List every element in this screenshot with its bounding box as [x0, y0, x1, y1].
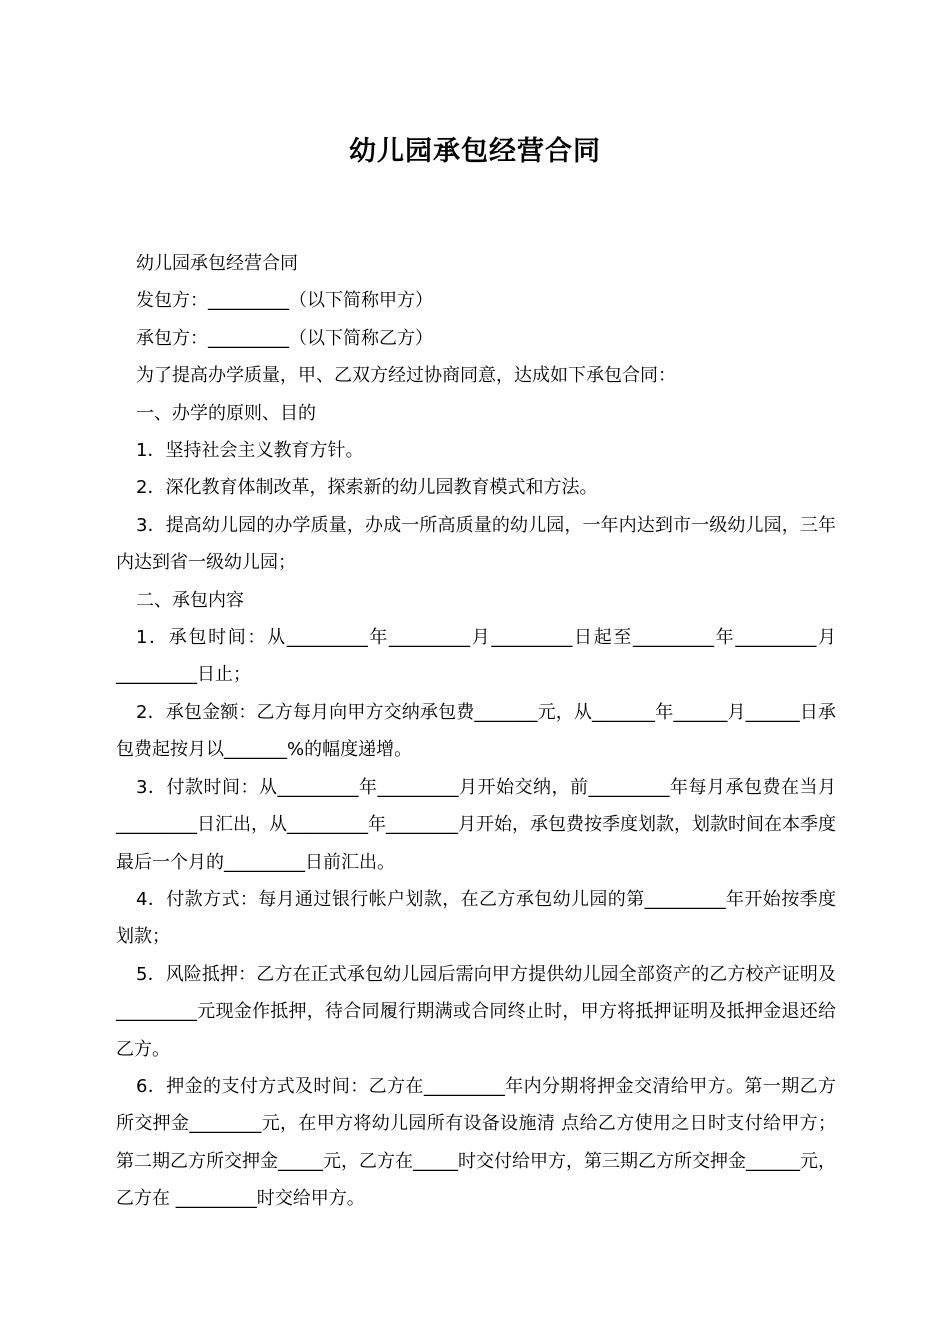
paragraph: 3．提高幼儿园的办学质量，办成一所高质量的幼儿园，一年内达到市一级幼儿园，三年内达到省一级幼儿园； [116, 514, 836, 574]
paragraph: 6．押金的支付方式及时间：乙方在_________年内分期将押金交清给甲方。第一期乙方所交押金________元，在甲方将幼儿园所有设备设施清 点给乙方使用之日时支付给甲方；第二期乙方所交押金_____元，乙方在_____时交付给甲方，第三期乙方所交押金______元，乙方在 _________时交给甲方。 [116, 1075, 836, 1210]
paragraph: 3．付款时间：从_________年_________月开始交纳，前_________年每月承包费在当月_________日汇出，从_________年________月开始，承包费按季度划款，划款时间在本季度最后一个月的_________日前汇出。 [116, 776, 836, 873]
paragraph: 2．承包金额：乙方每月向甲方交纳承包费_______元，从_______年______月______日承包费起按月以_______%的幅度递增。 [116, 701, 836, 761]
paragraph: 1．承包时间：从_________年_________月_________日起至_________年_________月_________日止； [116, 627, 836, 686]
document-body [116, 245, 836, 1218]
paragraph: 4．付款方式：每月通过银行帐户划款，在乙方承包幼儿园的第_________年开始按季度划款； [116, 888, 836, 948]
paragraph: 承包方：_________（以下简称乙方） [136, 327, 433, 349]
section-heading: 一、办学的原则、目的 [136, 402, 316, 424]
paragraph: 2．深化教育体制改革，探索新的幼儿园教育模式和方法。 [136, 477, 598, 499]
paragraph: 为了提高办学质量，甲、乙双方经过协商同意，达成如下承包合同： [136, 365, 676, 387]
paragraph: 幼儿园承包经营合同 [136, 253, 298, 274]
paragraph: 1．坚持社会主义教育方针。 [136, 440, 364, 462]
section-heading: 二、承包内容 [136, 589, 244, 611]
document-title: 幼儿园承包经营合同 [349, 136, 601, 167]
paragraph: 发包方：_________（以下简称甲方） [136, 290, 433, 312]
paragraph: 5．风险抵押：乙方在正式承包幼儿园后需向甲方提供幼儿园全部资产的乙方校产证明及_________元现金作抵押，待合同履行期满或合同终止时，甲方将抵押证明及抵押金退还给乙方。 [116, 963, 836, 1060]
